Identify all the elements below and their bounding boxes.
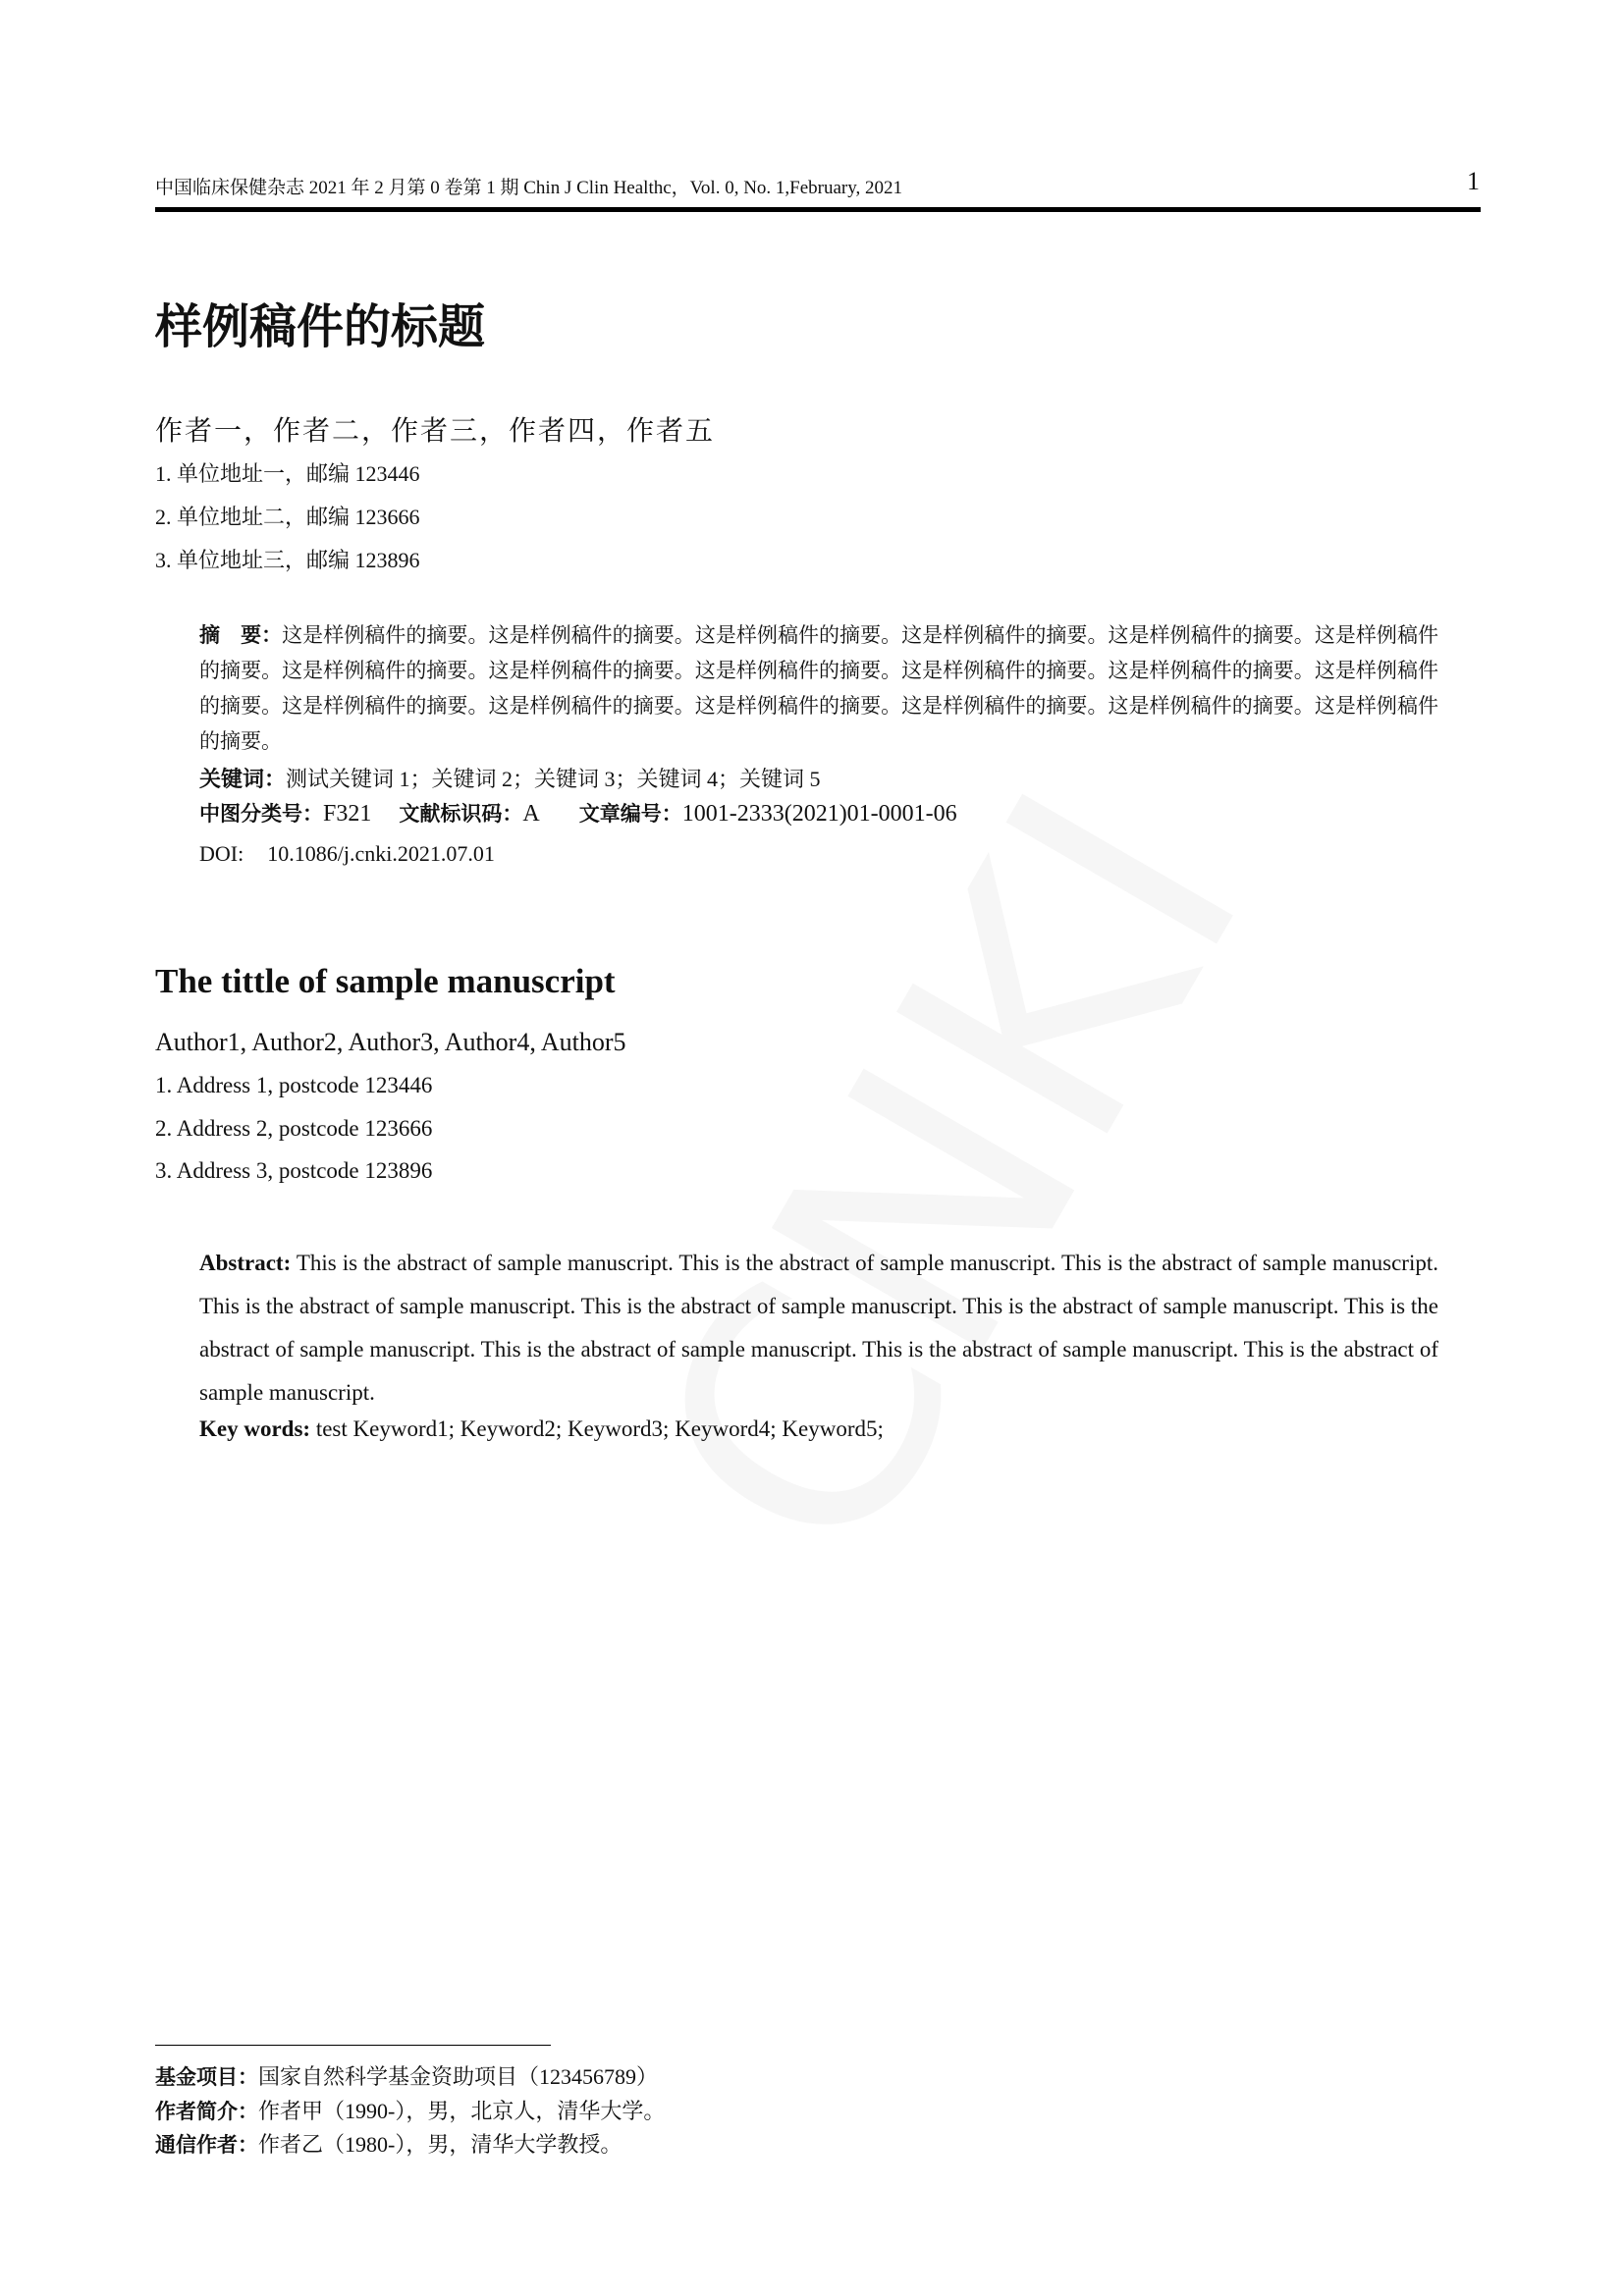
article-no-value: 1001-2333(2021)01-0001-06 [681,801,957,827]
english-address-3: 3. Address 3, postcode 123896 [155,1158,433,1183]
footnote-text: 国家自然科学基金资助项目（123456789） [258,2064,659,2089]
footnote-author-bio [155,2095,665,2125]
chinese-keywords [199,763,821,793]
cnki-watermark [578,732,1318,1620]
english-address-2: 2. Address 2, postcode 123666 [155,1116,433,1141]
footnote-text: 作者甲（1990-），男，北京人，清华大学。 [258,2099,666,2123]
clc-value: F321 [323,801,372,827]
doi-line [199,841,495,867]
classification-line [199,798,957,828]
header-rule [155,207,1481,212]
chinese-address-1: 1. 单位地址一，邮编 123446 [155,461,420,486]
doc-code-value: A [522,801,540,827]
footnote-funding [155,2060,658,2091]
english-address-1: 1. Address 1, postcode 123446 [155,1073,433,1097]
footnote-label: 基金项目： [155,2065,258,2089]
english-title: The tittle of sample manuscript [155,962,616,1000]
chinese-address-3: 3. 单位地址三，邮编 123896 [155,548,420,572]
chinese-address-2: 2. 单位地址二，邮编 123666 [155,505,420,529]
page-number: 1 [1467,167,1480,195]
chinese-abstract [199,617,1438,759]
english-authors: Author1, Author2, Author3, Author4, Author5 [155,1028,626,1056]
footnote-corresponding [155,2128,622,2159]
doi-label: DOI: [199,841,244,866]
english-abstract-label: Abstract: [199,1251,292,1275]
english-keywords-label: Key words: [199,1416,311,1441]
english-keywords-text: test Keyword1; Keyword2; Keyword3; Keyword4; Keyword5; [310,1416,884,1441]
running-header: 中国临床保健杂志 2021 年 2 月第 0 卷第 1 期 Chin J Clin Healthc，Vol. 0, No. 1,February, 2021 [155,178,903,198]
chinese-keywords-text: 测试关键词 1；关键词 2；关键词 3；关键词 4；关键词 5 [286,767,821,791]
english-abstract-text: This is the abstract of sample manuscript. This is the abstract of sample manuscript. This is the abstract of sample manuscript. This is the abstract of sample manuscript. This is the abstract of sample manuscript. This is the abstract of sample manuscript. This is the abstract of sample manuscript. This is the abstract of sample manuscript. This is the abstract of sample manuscript. This is the abstract of sample manuscript. [199,1251,1438,1405]
doc-code-label: 文献标识码： [399,802,523,826]
chinese-keywords-label: 关键词： [199,768,287,792]
english-keywords [199,1416,884,1442]
chinese-authors: 作者一，作者二，作者三，作者四，作者五 [155,416,716,447]
chinese-title: 样例稿件的标题 [155,299,486,354]
clc-label: 中图分类号： [199,802,323,826]
doi-value: 10.1086/j.cnki.2021.07.01 [267,841,495,866]
chinese-abstract-text: 这是样例稿件的摘要。这是样例稿件的摘要。这是样例稿件的摘要。这是样例稿件的摘要。这是样例稿件的摘要。这是样例稿件的摘要。这是样例稿件的摘要。这是样例稿件的摘要。这是样例稿件的摘要。这是样例稿件的摘要。这是样例稿件的摘要。这是样例稿件的摘要。这是样例稿件的摘要。这是样例稿件的摘要。这是样例稿件的摘要。这是样例稿件的摘要。这是样例稿件的摘要。这是样例稿件的摘要。 [199,623,1438,753]
footnote-rule [155,2045,551,2046]
article-no-label: 文章编号： [578,802,682,826]
chinese-abstract-label: 摘 要： [199,623,283,647]
footnote-text: 作者乙（1980-），男，清华大学教授。 [258,2132,623,2157]
footnote-label: 作者简介： [155,2100,258,2123]
footnote-label: 通信作者： [155,2133,258,2157]
english-abstract [199,1242,1438,1415]
